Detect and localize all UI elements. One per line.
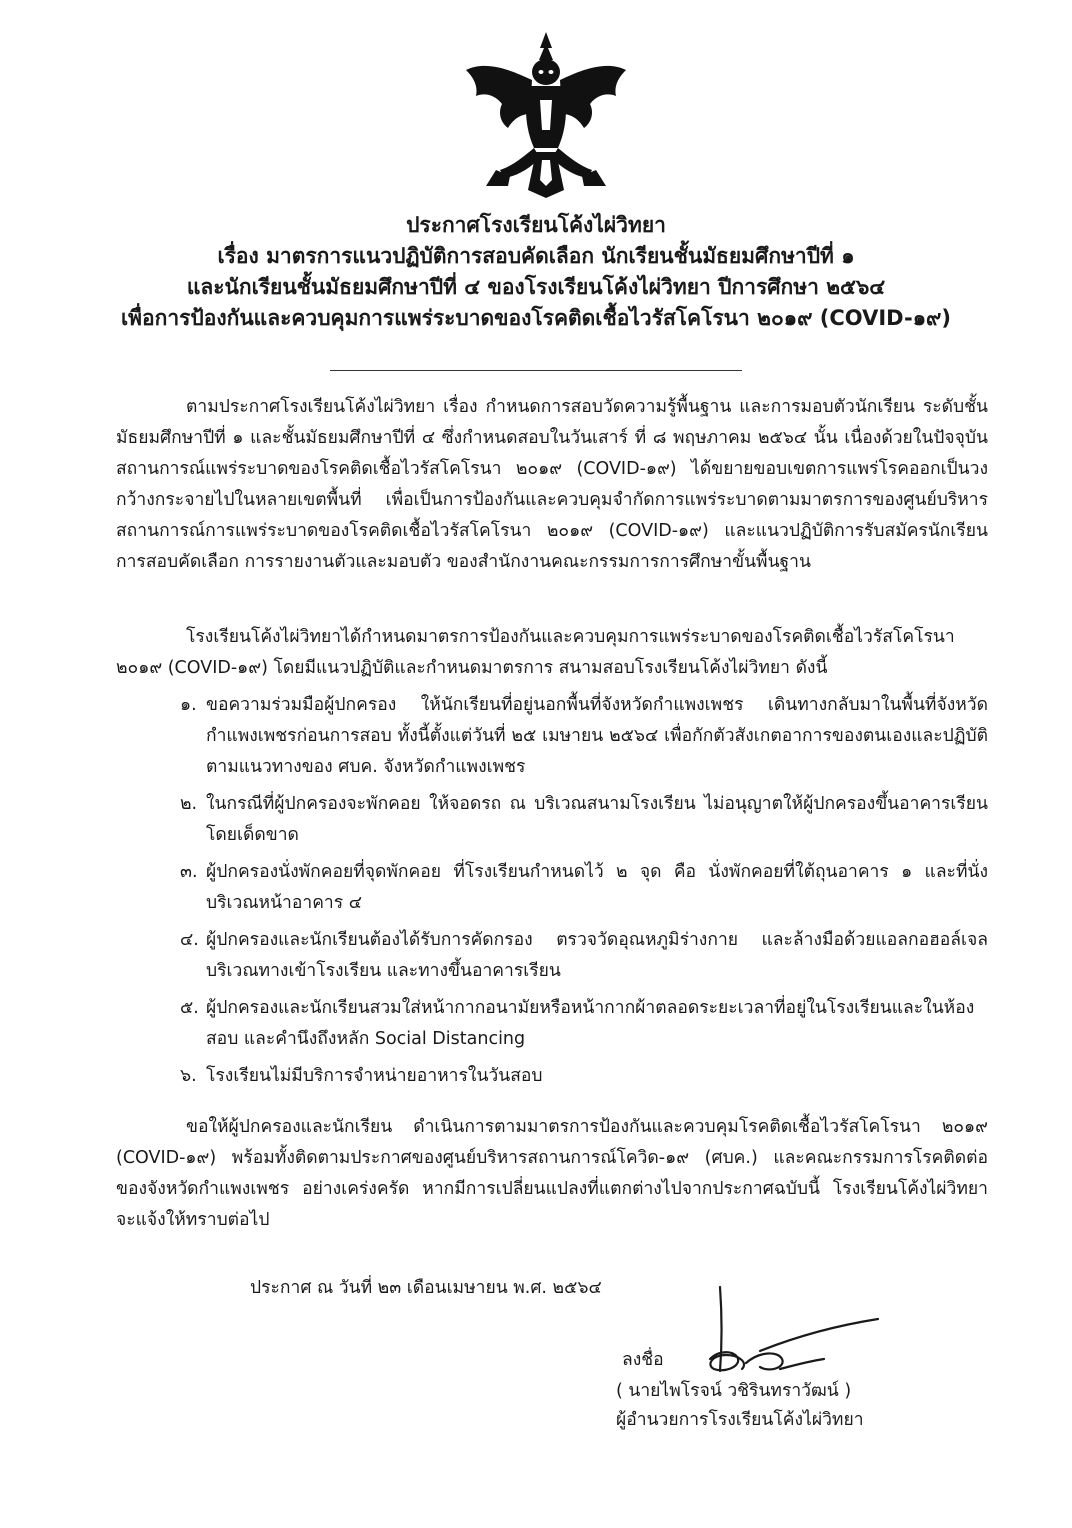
list-item-number: ๓. [180,862,198,882]
title-divider [330,370,742,371]
paragraph-closing: ขอให้ผู้ปกครองและนักเรียน ดำเนินการตามมาตรการป้องกันและควบคุมโรคติดเชื้อไวรัสโคโรนา ๒๐๑๙ (COVID-๑๙) พร้อมทั้งติดตามประกาศของศูนย์บริหารสถานการณ์โควิด-๑๙ (ศบค.) และคณะกรรมการโรคติดต่อของจังหวัดกำแพงเพชร อย่างเคร่งครัด หากมีการเปลี่ยนแปลงที่แตกต่างไปจากประกาศฉบับนี้ โรงเรียนโค้งไผ่วิทยา จะแจ้งให้ทราบต่อไป [116,1117,988,1230]
list-item-number: ๔. [180,930,199,950]
list-item-number: ๕. [180,998,199,1018]
list-item [180,857,988,919]
garuda-emblem-icon [456,30,636,200]
list-item-text: ผู้ปกครองและนักเรียนสวมใส่หน้ากากอนามัยหรือหน้ากากผ้าตลอดระยะเวลาที่อยู่ในโรงเรียนและในห้องสอบ และคำนึงถึงหลัก Social Distancing [206,998,975,1049]
paragraph-measures: โรงเรียนโค้งไผ่วิทยาได้กำหนดมาตรการป้องกันและควบคุมการแพร่ระบาดของโรคติดเชื้อไวรัสโคโรนา ๒๐๑๙ (COVID-๑๙) โดยมีแนวปฏิบัติและกำหนดมาตรการ สนามสอบโรงเรียนโค้งไผ่วิทยา ดังนี้ [116,627,955,678]
list-item-number: ๑. [180,695,197,715]
signature-label: ลงชื่อ [622,1350,664,1370]
list-item-text: ขอความร่วมมือผู้ปกครอง ให้นักเรียนที่อยู่นอกพื้นที่จังหวัดกำแพงเพชร เดินทางกลับมาในพื้นที่จังหวัดกำแพงเพชรก่อนการสอบ ทั้งนี้ตั้งแต่วันที่ ๒๕ เมษายน ๒๕๖๔ เพื่อกักตัวสังเกตอาการของตนเองและปฏิบัติตามแนวทางของ ศบค. จังหวัดกำแพงเพชร [206,695,988,777]
paragraph-intro: ตามประกาศโรงเรียนโค้งไผ่วิทยา เรื่อง กำหนดการสอบวัดความรู้พื้นฐาน และการมอบตัวนักเรียน ระดับชั้นมัธยมศึกษาปีที่ ๑ และชั้นมัธยมศึกษาปีที่ ๔ ซึ่งกำหนดสอบในวันเสาร์ ที่ ๘ พฤษภาคม ๒๕๖๔ นั้น เนื่องด้วยในปัจจุบันสถานการณ์แพร่ระบาดของโรคติดเชื้อไวรัสโคโรนา ๒๐๑๙ (COVID-๑๙) ได้ขยายขอบเขตการแพร่โรคออกเป็นวงกว้างกระจายไปในหลายเขตพื้นที่ เพื่อเป็นการป้องกันและควบคุมจำกัดการแพร่ระบาดตามมาตรการของศูนย์บริหารสถานการณ์การแพร่ระบาดของโรคติดเชื้อไวรัสโคโรนา ๒๐๑๙ (COVID-๑๙) และแนวปฏิบัติการรับสมัครนักเรียน การสอบคัดเลือก การรายงานตัวและมอบตัว ของสำนักงานคณะกรรมการการศึกษาขั้นพื้นฐาน [116,397,988,572]
list-item [180,925,988,987]
announcement-date: ประกาศ ณ วันที่ ๒๓ เดือนเมษายน พ.ศ. ๒๕๖๔ [250,1278,602,1298]
list-item-text: โรงเรียนไม่มีบริการจำหน่ายอาหารในวันสอบ [206,1066,543,1086]
document-title [80,210,992,334]
title-line-1: ประกาศโรงเรียนโค้งไผ่วิทยา [406,213,666,237]
signer-name: ( นายไพโรจน์ วชิรินทราวัฒน์ ) [616,1381,852,1401]
list-item [180,690,988,783]
list-item-number: ๒. [180,794,198,814]
list-item-number: ๖. [180,1066,197,1086]
list-item-text: ผู้ปกครองนั่งพักคอยที่จุดพักคอย ที่โรงเรียนกำหนดไว้ ๒ จุด คือ นั่งพักคอยที่ใต้ถุนอาคาร ๑ และที่นั่งบริเวณหน้าอาคาร ๔ [206,862,988,913]
list-item [180,993,988,1055]
title-line-4: เพื่อการป้องกันและควบคุมการแพร่ระบาดของโรคติดเชื้อไวรัสโคโรนา ๒๐๑๙ (COVID-๑๙) [120,306,952,330]
list-item [180,789,988,851]
title-line-2: เรื่อง มาตรการแนวปฏิบัติการสอบคัดเลือก นักเรียนชั้นมัธยมศึกษาปีที่ ๑ [217,244,855,268]
measures-list [180,690,988,1098]
list-item-text: ในกรณีที่ผู้ปกครองจะพักคอย ให้จอดรถ ณ บริเวณสนามโรงเรียน ไม่อนุญาตให้ผู้ปกครองขึ้นอาคารเรียนโดยเด็ดขาด [206,794,988,845]
list-item-text: ผู้ปกครองและนักเรียนต้องได้รับการคัดกรอง ตรวจวัดอุณหภูมิร่างกาย และล้างมือด้วยแอลกอฮอล์เจล บริเวณทางเข้าโรงเรียน และทางขึ้นอาคารเรียน [206,930,988,981]
title-line-3: และนักเรียนชั้นมัธยมศึกษาปีที่ ๔ ของโรงเรียนโค้งไผ่วิทยา ปีการศึกษา ๒๕๖๔ [186,275,886,299]
signer-title: ผู้อำนวยการโรงเรียนโค้งไผ่วิทยา [616,1410,864,1430]
list-item [180,1061,988,1092]
